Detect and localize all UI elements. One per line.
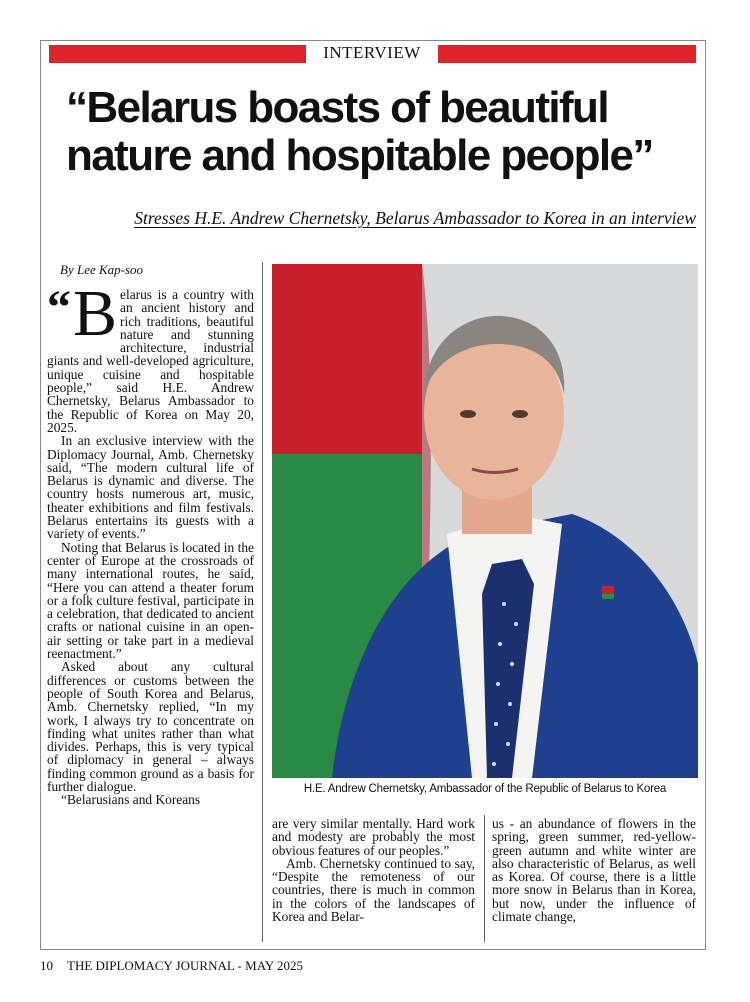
flag-red-stripe — [272, 264, 422, 454]
column-divider — [484, 815, 485, 942]
article-paragraph: Noting that Belarus is located in the center of Europe at the crossroads of many international routes, he said, “Here you can attend a theater forum or a folk culture festival, participate in a celebration, that dedicated to ancient crafts or national cuisine in an open-air setting or take part in a medieval reenactment.” — [47, 539, 254, 662]
publication-name: THE DIPLOMACY JOURNAL - MAY 2025 — [67, 958, 304, 973]
section-bar-right — [438, 45, 696, 63]
page-footer — [40, 958, 303, 974]
drop-quote: “ — [47, 281, 71, 334]
article-column-3 — [492, 817, 696, 923]
ambassador-photo — [272, 264, 698, 778]
section-label: INTERVIEW — [323, 43, 421, 62]
drop-cap: B — [73, 277, 118, 350]
page-number: 10 — [40, 958, 53, 973]
article-paragraph: are very similar mentally. Hard work and modesty are probably the most obvious features of our peoples.” — [272, 816, 475, 858]
article-paragraph: us - an abundance of flowers in the spring, green summer, red-yellow-green autumn and white winter are also characteristic of Belarus, as well as Korea. Of course, there is a little more snow in Belarus than in Korea, but now, under the influence of climate change, — [492, 816, 696, 925]
article-paragraph: Amb. Chernetsky continued to say, “Despite the remoteness of our countries, there is much in common in the colors of the landscapes of Korea and Belar- — [272, 855, 475, 925]
article-paragraph: Asked about any cultural differences or customs between the people of South Korea and Belarus, Amb. Chernetsky replied, “In my work, I always try to concentrate on finding what unites rather than what divides. Perhaps, this is very typical of diplomacy in general – always finding common ground as a basis for further dialogue. — [47, 659, 254, 794]
column-divider — [262, 262, 263, 942]
article-paragraph: “Belarusians and Koreans — [61, 792, 201, 808]
subheadline: Stresses H.E. Andrew Chernetsky, Belarus Ambassador to Korea in an interview — [134, 208, 696, 228]
portrait-illustration — [272, 264, 698, 778]
article-column-2 — [272, 817, 475, 923]
byline: By Lee Kap-soo — [60, 262, 144, 277]
article-paragraph — [47, 277, 254, 435]
headline: “Belarus boasts of beautiful nature and hospitable people” — [66, 83, 653, 180]
section-bar-left — [49, 45, 306, 63]
paragraph-text: elarus is a country with an ancient history and rich traditions, beautiful nature and stunning architecture, industrial giants and well-developed agriculture, unique cuisine and hospitable people,” said H.E. Andrew Chernetsky, Belarus Ambassador to the Republic of Korea on May 20, 2025. — [47, 287, 254, 435]
article-paragraph: In an exclusive interview with the Diplomacy Journal, Amb. Chernetsky said, “The modern cultural life of Belarus is dynamic and diverse. The country hosts numerous art, music, theater exhibitions and film festivals. Belarus entertains its guests with a variety of events.” — [47, 433, 254, 542]
photo-caption: H.E. Andrew Chernetsky, Ambassador of the Republic of Belarus to Korea — [303, 783, 667, 795]
article-column-1 — [47, 277, 254, 808]
